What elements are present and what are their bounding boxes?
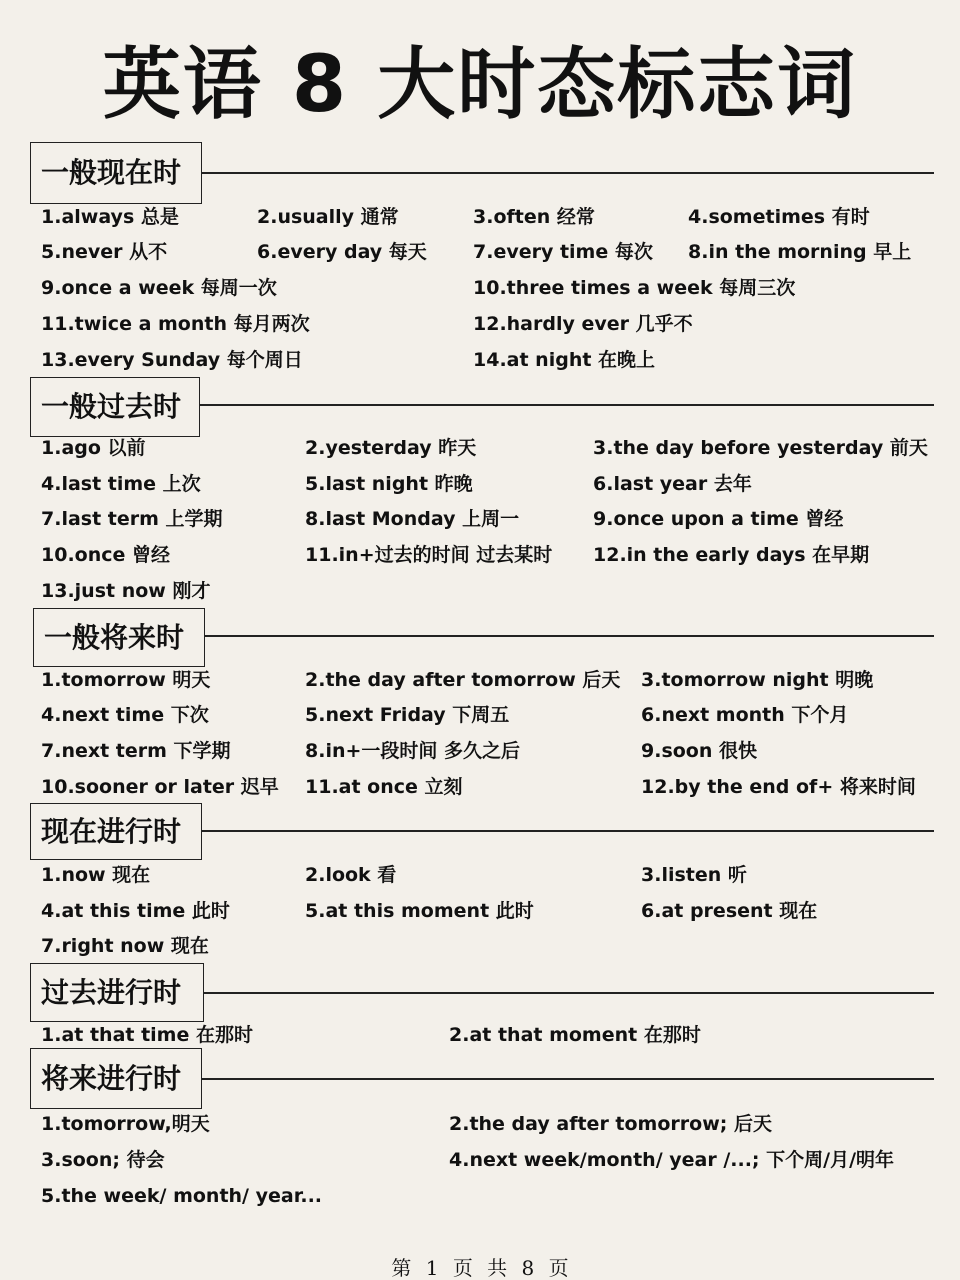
keyword-item: 7.every time 每次 — [473, 241, 653, 263]
keyword-item: 7.last term 上学期 — [41, 508, 223, 530]
keyword-item: 6.next month 下个月 — [641, 704, 849, 726]
keyword-item: 12.in the early days 在早期 — [593, 544, 870, 566]
section-divider — [190, 1078, 934, 1080]
keyword-item: 11.at once 立刻 — [305, 776, 463, 798]
keyword-item: 1.now 现在 — [41, 864, 151, 886]
keyword-item: 3.soon; 待会 — [41, 1149, 165, 1171]
section-heading: 一般现在时 — [30, 142, 202, 204]
page-title: 英语 8 大时态标志词 — [102, 40, 858, 130]
keyword-item: 2.the day after tomorrow 后天 — [305, 669, 621, 691]
keyword-item: 9.once a week 每周一次 — [41, 277, 277, 299]
keyword-item: 8.last Monday 上周一 — [305, 508, 520, 530]
keyword-item: 11.in+过去的时间 过去某时 — [305, 544, 553, 566]
section-divider — [190, 992, 934, 994]
keyword-item: 2.at that moment 在那时 — [449, 1024, 701, 1046]
keyword-item: 5.the week/ month/ year... — [41, 1185, 323, 1207]
keyword-item: 5.next Friday 下周五 — [305, 704, 510, 726]
keyword-item: 1.ago 以前 — [41, 437, 146, 459]
keyword-item: 7.right now 现在 — [41, 935, 209, 957]
keyword-item: 2.look 看 — [305, 864, 397, 886]
keyword-item: 4.next week/month/ year /...; 下个周/月/明年 — [449, 1149, 895, 1171]
keyword-item: 9.soon 很快 — [641, 740, 757, 762]
keyword-item: 6.at present 现在 — [641, 900, 818, 922]
keyword-item: 6.every day 每天 — [257, 241, 427, 263]
keyword-item: 1.tomorrow,明天 — [41, 1113, 210, 1135]
keyword-item: 8.in+一段时间 多久之后 — [305, 740, 521, 762]
keyword-item: 1.at that time 在那时 — [41, 1024, 253, 1046]
keyword-item: 2.the day after tomorrow; 后天 — [449, 1113, 772, 1135]
keyword-item: 3.listen 听 — [641, 864, 747, 886]
section-divider — [190, 635, 934, 637]
keyword-item: 4.next time 下次 — [41, 704, 209, 726]
keyword-item: 5.last night 昨晚 — [305, 473, 473, 495]
keyword-item: 3.tomorrow night 明晚 — [641, 669, 874, 691]
keyword-item: 4.last time 上次 — [41, 473, 201, 495]
keyword-item: 13.every Sunday 每个周日 — [41, 349, 303, 371]
keyword-item: 8.in the morning 早上 — [688, 241, 912, 263]
keyword-item: 2.usually 通常 — [257, 206, 399, 228]
section-divider — [190, 404, 934, 406]
keyword-item: 9.once upon a time 曾经 — [593, 508, 844, 530]
keyword-item: 2.yesterday 昨天 — [305, 437, 477, 459]
section-divider — [190, 172, 934, 174]
keyword-item: 11.twice a month 每月两次 — [41, 313, 310, 335]
keyword-item: 14.at night 在晚上 — [473, 349, 656, 371]
section-heading: 将来进行时 — [30, 1048, 202, 1109]
section-heading: 一般将来时 — [33, 608, 205, 667]
keyword-item: 10.once 曾经 — [41, 544, 171, 566]
keyword-item: 6.last year 去年 — [593, 473, 752, 495]
page-footer: 第 1 页 共 8 页 — [391, 1256, 569, 1280]
keyword-item: 5.never 从不 — [41, 241, 168, 263]
keyword-item: 1.tomorrow 明天 — [41, 669, 211, 691]
section-heading: 一般过去时 — [30, 377, 200, 437]
keyword-item: 5.at this moment 此时 — [305, 900, 534, 922]
keyword-item: 7.next term 下学期 — [41, 740, 231, 762]
keyword-item: 13.just now 刚才 — [41, 580, 211, 602]
keyword-item: 12.hardly ever 几乎不 — [473, 313, 693, 335]
keyword-item: 12.by the end of+ 将来时间 — [641, 776, 916, 798]
keyword-item: 4.sometimes 有时 — [688, 206, 870, 228]
keyword-item: 3.often 经常 — [473, 206, 595, 228]
keyword-item: 1.always 总是 — [41, 206, 179, 228]
keyword-item: 10.sooner or later 迟早 — [41, 776, 279, 798]
keyword-item: 4.at this time 此时 — [41, 900, 230, 922]
section-heading: 过去进行时 — [30, 963, 204, 1022]
keyword-item: 3.the day before yesterday 前天 — [593, 437, 928, 459]
keyword-item: 10.three times a week 每周三次 — [473, 277, 796, 299]
section-divider — [190, 830, 934, 832]
section-heading: 现在进行时 — [30, 803, 202, 860]
